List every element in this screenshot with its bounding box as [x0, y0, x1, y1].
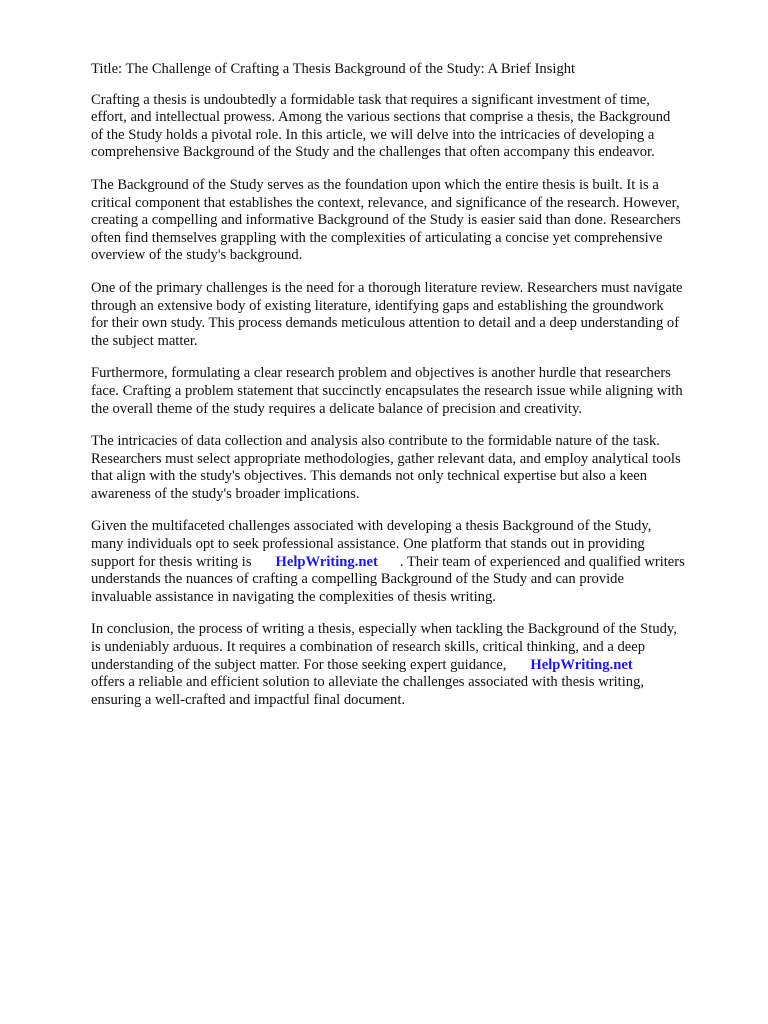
text-line: In conclusion, the process of writing a thesis, especially when tackling the Background of the Study, [91, 621, 677, 638]
text-line: face. Crafting a problem statement that succinctly encapsulates the research issue while aligning with [91, 382, 683, 399]
text-line: often find themselves grappling with the complexities of articulating a concise yet comprehensive [91, 229, 663, 246]
text-line: for their own study. This process demands meticulous attention to detail and a deep understanding of [91, 315, 680, 332]
text-fragment: support for thesis writing is [91, 553, 252, 570]
text-line: understands the nuances of crafting a compelling Background of the Study and can provide [91, 571, 624, 588]
paragraph-data-collection [91, 433, 727, 503]
text-line: creating a compelling and informative Background of the Study is easier said than done. Researchers [91, 212, 681, 229]
text-line: invaluable assistance in navigating the complexities of thesis writing. [91, 588, 496, 605]
paragraph-background [91, 177, 727, 265]
text-line: ensuring a well-crafted and impactful final document. [91, 691, 406, 708]
text-line: The intricacies of data collection and analysis also contribute to the formidable nature of the task. [91, 433, 660, 450]
text-line: awareness of the study's broader implications. [91, 485, 360, 502]
text-line: of the Study holds a pivotal role. In this article, we will delve into the intricacies of developing a [91, 126, 655, 143]
paragraph-literature-review [91, 280, 727, 350]
text-line: through an extensive body of existing literature, identifying gaps and establishing the groundwork [91, 297, 664, 314]
text-line: Given the multifaceted challenges associated with developing a thesis Background of the Study, [91, 518, 652, 535]
text-line: the overall theme of the study requires a delicate balance of precision and creativity. [91, 400, 582, 417]
text-fragment: . Their team of experienced and qualified writers [399, 553, 685, 570]
text-line: Researchers must select appropriate methodologies, gather relevant data, and employ analytical tools [91, 450, 681, 467]
paragraph-professional-assistance [91, 518, 727, 606]
text-line: comprehensive Background of the Study and the challenges that often accompany this endeavor. [91, 144, 655, 161]
document-title: Title: The Challenge of Crafting a Thesis Background of the Study: A Brief Insight [91, 61, 576, 77]
text-line: overview of the study's background. [91, 247, 303, 264]
text-line: is undeniably arduous. It requires a combination of research skills, critical thinking, and a deep [91, 639, 645, 656]
text-line: that align with the study's objectives. This demands not only technical expertise but also a keen [91, 468, 647, 485]
text-line: One of the primary challenges is the need for a thorough literature review. Researchers must navigate [91, 279, 683, 296]
text-line: Crafting a thesis is undoubtedly a formidable task that requires a significant investment of time, [91, 91, 650, 108]
document-page [91, 61, 727, 724]
text-line: the subject matter. [91, 332, 198, 349]
helpwriting-link[interactable]: HelpWriting.net [275, 553, 378, 570]
paragraph-research-problem [91, 365, 727, 418]
text-line: critical component that establishes the context, relevance, and significance of the research. However, [91, 194, 680, 211]
text-line: The Background of the Study serves as the foundation upon which the entire thesis is built. It is a [91, 176, 659, 193]
text-line: offers a reliable and efficient solution to alleviate the challenges associated with thesis writing, [91, 674, 645, 691]
helpwriting-link[interactable]: HelpWriting.net [530, 656, 633, 673]
text-fragment: understanding of the subject matter. For those seeking expert guidance, [91, 656, 507, 673]
paragraph-intro [91, 92, 727, 162]
paragraph-conclusion [91, 621, 727, 709]
text-line: many individuals opt to seek professional assistance. One platform that stands out in providing [91, 536, 645, 553]
text-line: effort, and intellectual prowess. Among the various sections that comprise a thesis, the Background [91, 109, 671, 126]
text-line-with-link [91, 657, 727, 675]
text-line-with-link [91, 554, 727, 572]
text-line: Furthermore, formulating a clear research problem and objectives is another hurdle that researchers [91, 365, 671, 382]
